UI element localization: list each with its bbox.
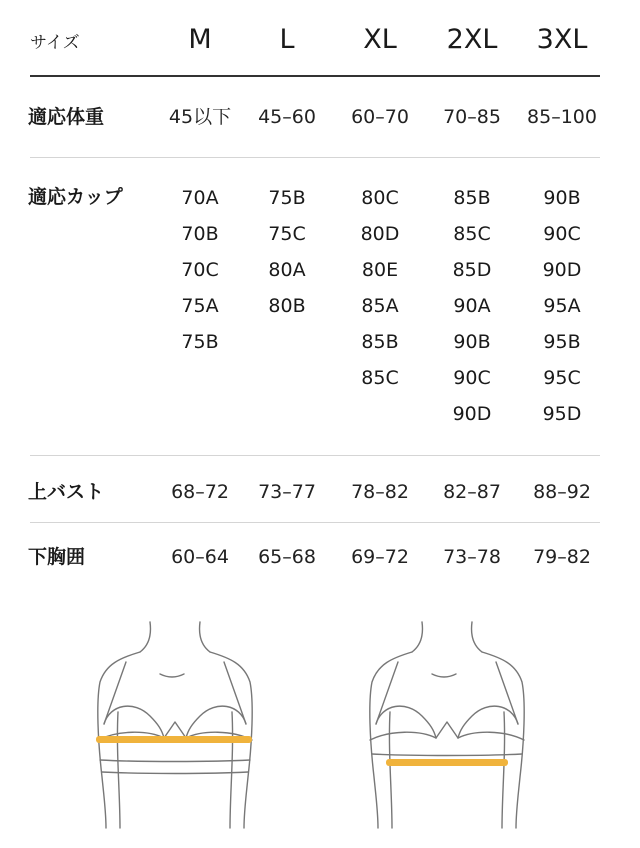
cup-value: 90D [542,259,582,281]
cup-value: 85A [361,295,399,317]
cup-value: 80D [360,223,400,245]
cup-value: 80B [268,295,306,317]
cup-value: 90B [543,187,581,209]
underbust-cell-l: 65–68 [258,546,316,568]
cup-value: 85B [361,331,399,353]
underbust-row-label: 下胸囲 [28,546,86,568]
cup-value: 90B [453,331,491,353]
underbust-cell-xl: 69–72 [351,546,409,568]
underbust-cell-m: 60–64 [171,546,229,568]
cup-value: 90C [543,223,581,245]
cup-value: 90A [453,295,491,317]
cup-value: 80C [361,187,399,209]
size-header-m: M [188,24,212,55]
bust-row-label: 上バスト [28,481,105,503]
bust-measurement-figure [88,612,260,830]
weight-cell-l: 45–60 [258,106,316,128]
cup-value: 95B [543,331,581,353]
cup-column-l [242,180,332,324]
cup-value: 75B [181,331,219,353]
cup-column-3xl [517,180,607,432]
cup-value: 95C [543,367,581,389]
bust-cell-xl: 78–82 [351,481,409,503]
cup-column-xl [335,180,425,396]
cup-value: 70C [181,259,219,281]
cup-value: 95A [543,295,581,317]
weight-cell-2xl: 70–85 [443,106,501,128]
size-header-2xl: 2XL [446,24,498,55]
cup-divider [30,455,600,456]
cup-value: 70B [181,223,219,245]
cup-value: 85D [452,259,492,281]
underbust-measurement-figure [360,612,532,830]
underbust-cell-3xl: 79–82 [533,546,591,568]
cup-value: 90D [452,403,492,425]
cup-row-label: 適応カップ [28,186,123,208]
bust-cell-3xl: 88–92 [533,481,591,503]
size-header-l: L [279,24,295,55]
weight-cell-xl: 60–70 [351,106,409,128]
cup-value: 75C [268,223,306,245]
cup-value: 85B [453,187,491,209]
bust-cell-l: 73–77 [258,481,316,503]
weight-row-label: 適応体重 [28,106,105,128]
cup-value: 85C [453,223,491,245]
cup-value: 80E [361,259,399,281]
cup-value: 90C [453,367,491,389]
cup-column-2xl [427,180,517,432]
weight-divider [30,157,600,158]
cup-value: 80A [268,259,306,281]
bust-cell-2xl: 82–87 [443,481,501,503]
bust-divider [30,522,600,523]
cup-value: 85C [361,367,399,389]
bust-measure-band [96,736,252,743]
cup-value: 70A [181,187,219,209]
cup-column-m [155,180,245,360]
size-header-3xl: 3XL [536,24,588,55]
cup-value: 95D [542,403,582,425]
cup-value: 75B [268,187,306,209]
underbust-cell-2xl: 73–78 [443,546,501,568]
weight-cell-3xl: 85–100 [527,106,597,128]
size-header-label: サイズ [30,33,80,53]
weight-cell-m: 45以下 [168,106,232,128]
size-header-xl: XL [363,24,397,55]
cup-value: 75A [181,295,219,317]
bust-cell-m: 68–72 [171,481,229,503]
underbust-measure-band [386,759,508,766]
header-divider [30,75,600,77]
